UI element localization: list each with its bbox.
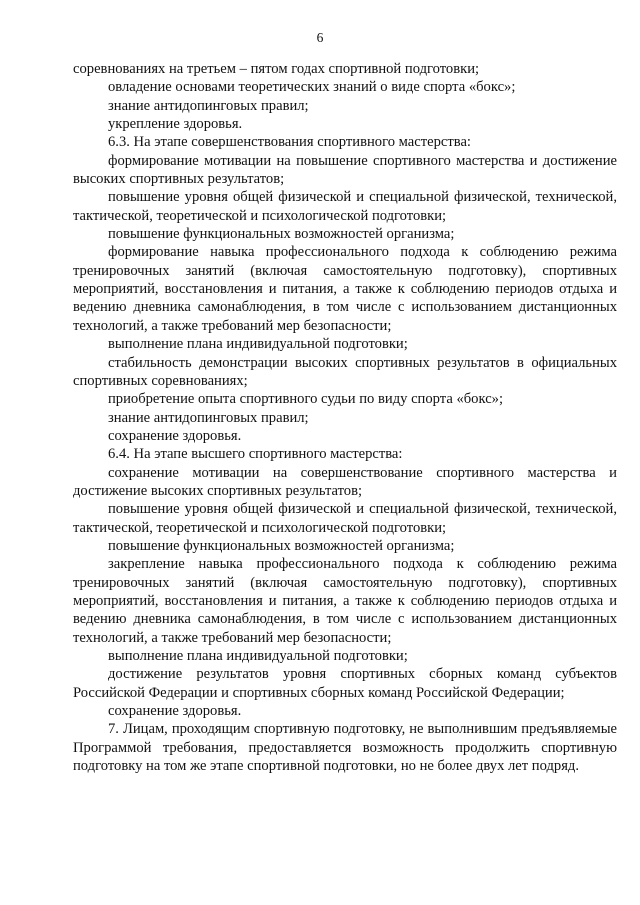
paragraph: овладение основами теоретических знаний о виде спорта «бокс»;	[108, 79, 516, 96]
paragraph: знание антидопинговых правил;	[108, 97, 309, 114]
paragraph: сохранение здоровья.	[108, 427, 242, 444]
paragraph: 6.3. На этапе совершенствования спортивного мастерства:	[108, 134, 471, 151]
paragraph: сохранение здоровья.	[108, 703, 242, 720]
paragraph: приобретение опыта спортивного судьи по виду спорта «бокс»;	[108, 391, 504, 408]
paragraph: повышение функциональных возможностей организма;	[108, 226, 455, 243]
paragraph: сохранение мотивации на совершенствование спортивного мастерства и достижение высоких спортивных результатов;	[73, 464, 617, 499]
paragraph: выполнение плана индивидуальной подготовки;	[108, 336, 408, 353]
paragraph: повышение уровня общей физической и специальной физической, технической, тактической, теоретической и психологической подготовки;	[73, 501, 617, 536]
paragraph: формирование навыка профессионального подхода к соблюдению режима тренировочных занятий (включая самостоятельную подготовку), спортивных мероприятий, восстановления и питания, а также к соблюдению периодов отдыха и ведению дневника самонаблюдения, в том числе с использованием дистанционных технологий, а также требований мер безопасности;	[73, 244, 617, 334]
paragraph: укрепление здоровья.	[108, 116, 243, 133]
paragraph: 6.4. На этапе высшего спортивного мастерства:	[108, 446, 403, 463]
paragraph: выполнение плана индивидуальной подготовки;	[108, 648, 408, 664]
paragraph: формирование мотивации на повышение спортивного мастерства и достижение высоких спортивных результатов;	[73, 152, 617, 188]
paragraph: повышение функциональных возможностей организма;	[108, 537, 455, 554]
paragraph: стабильность демонстрации высоких спортивных результатов в официальных спортивных соревнованиях;	[73, 354, 617, 389]
paragraph: 7. Лицам, проходящим спортивную подготовку, не выполнившим предъявляемые Программой требования, предоставляется возможность продолжить спортивную подготовку на том же этапе спортивной подготовки, но не более двух лет подряд.	[73, 721, 617, 775]
paragraph: закрепление навыка профессионального подхода к соблюдению режима тренировочных занятий (включая самостоятельную подготовку), спортивных мероприятий, восстановления и питания, а также к соблюдению периодов отдыха и ведению дневника самонаблюдения, в том числе с использованием дистанционных технологий, а также требований мер безопасности;	[73, 556, 617, 646]
paragraph: соревнованиях на третьем – пятом годах спортивной подготовки;	[73, 61, 480, 77]
page-number: 6	[316, 30, 324, 45]
paragraph: повышение уровня общей физической и специальной физической, технической, тактической, теоретической и психологической подготовки;	[73, 189, 617, 224]
document-body	[73, 60, 617, 775]
paragraph: достижение результатов уровня спортивных сборных команд субъектов Российской Федерации и спортивных сборных команд Российской Федерации;	[73, 666, 617, 701]
paragraph: знание антидопинговых правил;	[108, 409, 309, 426]
